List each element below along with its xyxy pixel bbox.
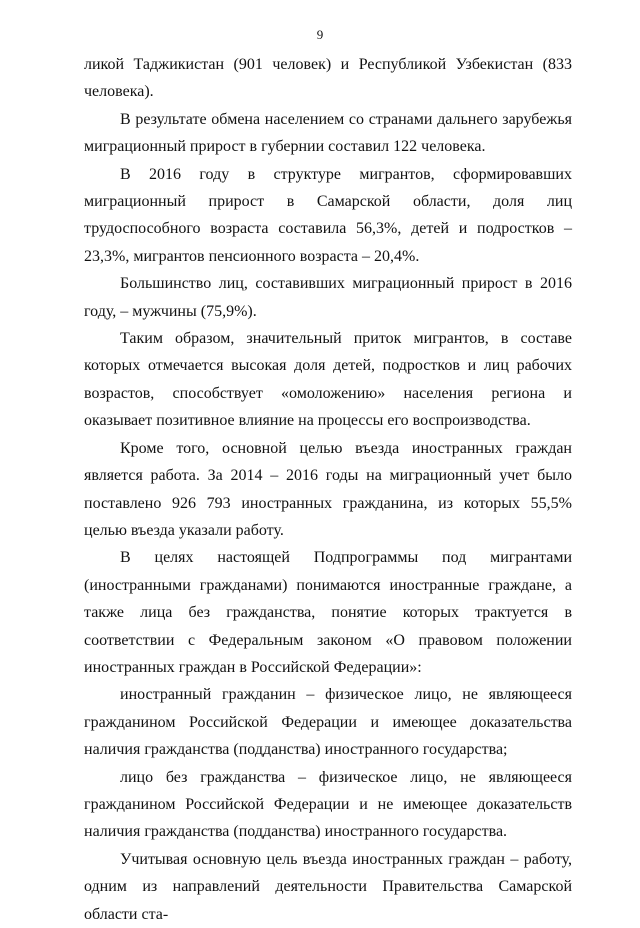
page-number: 9 — [316, 27, 324, 42]
paragraph-continuation: ликой Таджикистан (901 человек) и Республикой Узбекистан (833 человека). — [84, 56, 572, 101]
paragraph-rejuvenation: Таким образом, значительный приток мигрантов, в составе которых отмечается высокая доля детей, подростков и лиц рабочих возрастов, способствует «омоложению» населения региона и оказывает позитивное влияние на процессы его воспроизводства. — [84, 330, 572, 430]
paragraph-stateless-definition: лицо без гражданства – физическое лицо, не являющееся гражданином Российской Федерации и не имеющее доказательств наличия гражданства (подданства) иностранного государства. — [84, 768, 572, 841]
document-body — [84, 51, 572, 928]
paragraph-men-share: Большинство лиц, составивших миграционный прирост в 2016 году, – мужчины (75,9%). — [84, 275, 572, 320]
paragraph-migration-exchange: В результате обмена населением со странами дальнего зарубежья миграционный прирост в губернии составил 122 человека. — [84, 110, 572, 156]
paragraph-work-purpose: Кроме того, основной целью въезда иностранных граждан является работа. За 2014 – 2016 годы на миграционный учет было поставлено 926 793 иностранных гражданина, из которых 55,5% целью въезда указали работу. — [84, 439, 572, 539]
paragraph-government-direction: Учитывая основную цель въезда иностранных граждан – работу, одним из направлений деятельности Правительства Самарской области ста- — [84, 850, 572, 923]
paragraph-definitions-intro: В целях настоящей Подпрограммы под мигрантами (иностранными гражданами) понимаются иностранные граждане, а также лица без гражданства, понятие которых трактуется в соответствии с Федеральным законом «О правовом положении иностранных граждан в Российской Федерации»: — [84, 549, 572, 676]
paragraph-foreign-citizen-definition: иностранный гражданин – физическое лицо, не являющееся гражданином Российской Федерации и имеющее доказательства наличия гражданства (подданства) иностранного государства; — [84, 686, 572, 759]
paragraph-migrant-structure-2016: В 2016 году в структуре мигрантов, сформировавших миграционный прирост в Самарской области, доля лиц трудоспособного возраста составила 56,3%, детей и подростков – 23,3%, мигрантов пенсионного возраста – 20,4%. — [84, 165, 572, 265]
